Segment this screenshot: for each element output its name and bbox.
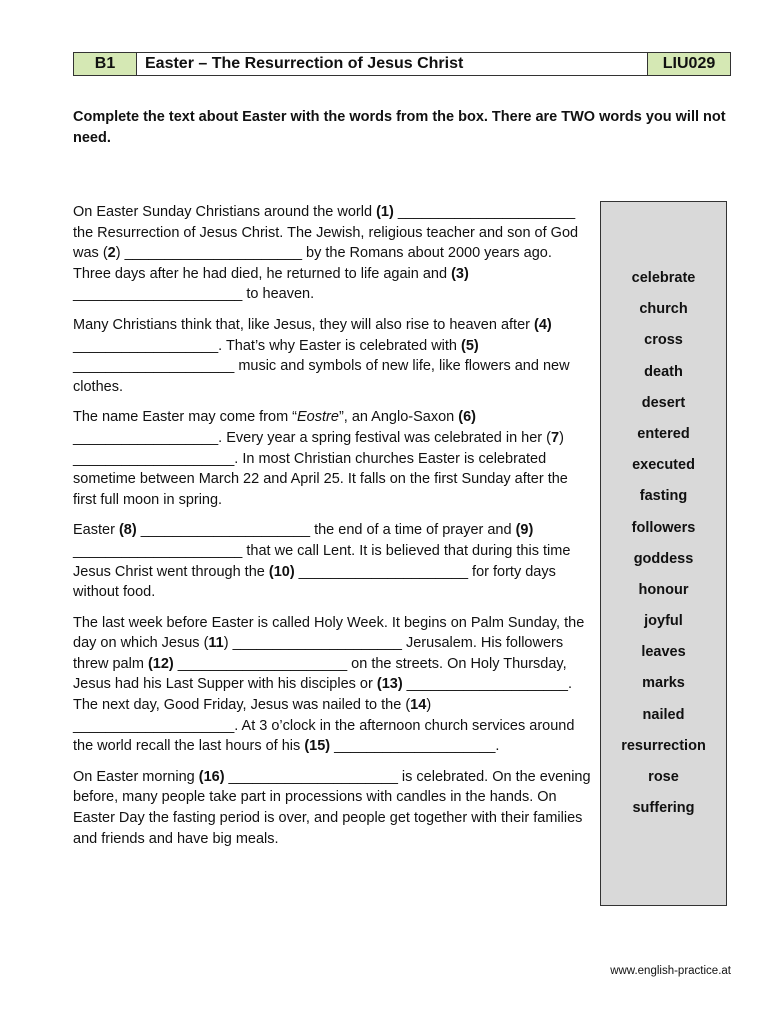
level-badge: B1 xyxy=(74,53,137,75)
gap-number: (6) xyxy=(458,409,476,426)
word-box-item: goddess xyxy=(633,550,694,567)
text-segment: _____________________ that we call Lent. It is believed that during this time Jesus Christ went through the xyxy=(73,542,571,580)
text-segment: On Easter Sunday Christians around the world xyxy=(73,204,377,220)
text-segment: _____________________ to heaven. xyxy=(73,286,315,303)
paragraph-4 xyxy=(73,520,593,602)
word-list xyxy=(601,266,726,827)
text-segment: ______________________ the Resurrection of Jesus Christ. The Jewish, religious teacher and son of God was ( xyxy=(73,204,579,262)
word-box-item: executed xyxy=(632,457,695,474)
italic-word: Eostre xyxy=(297,409,339,426)
text-segment: _____________________ is celebrated. On the evening before, many people take part in processions with candles in the hands. On Easter Day the fasting period is over, and people get together with their families and friends and have big meals. xyxy=(73,768,591,847)
instructions: Complete the text about Easter with the words from the box. There are TWO words you will not need. xyxy=(73,109,726,146)
gap-number: (3) xyxy=(451,265,469,282)
text-segment: Easter xyxy=(73,522,119,539)
text-segment: _____________________ on the streets. On Holy Thursday, Jesus had his Last Supper with his disciples or xyxy=(73,655,567,693)
gap-number: 7 xyxy=(551,429,560,446)
word-box-item: church xyxy=(639,301,688,318)
gap-fill-text xyxy=(73,202,593,859)
text-segment: On Easter morning xyxy=(73,768,199,785)
gap-number: 14 xyxy=(410,697,427,714)
text-segment: ”, an Anglo-Saxon xyxy=(338,409,459,426)
worksheet-header xyxy=(73,52,731,76)
text-segment: __________________. Every year a spring festival was celebrated in her ( xyxy=(73,429,551,446)
gap-number: (16) xyxy=(198,768,225,785)
text-segment: The last week before Easter is called Holy Week. It begins on Palm Sunday, the day on which Jesus ( xyxy=(73,614,585,652)
gap-number: (13) xyxy=(376,676,403,693)
word-box-item: followers xyxy=(631,519,696,536)
text-segment: ) ______________________ by the Romans about 2000 years ago. Three days after he had died, he returned to life again and xyxy=(73,245,552,282)
word-box-item: leaves xyxy=(641,644,686,661)
word-box-item: cross xyxy=(644,332,683,349)
word-box-item: suffering xyxy=(632,800,695,817)
text-segment: _____________________ the end of a time of prayer and xyxy=(136,522,516,539)
word-box xyxy=(600,201,727,906)
paragraph-6 xyxy=(73,767,593,849)
gap-number: (15) xyxy=(304,738,331,755)
gap-number: (9) xyxy=(515,522,534,539)
word-box-item: nailed xyxy=(642,706,685,723)
gap-number: (10) xyxy=(268,563,295,580)
word-box-item: honour xyxy=(638,581,689,598)
paragraph-5 xyxy=(73,613,593,757)
word-box-item: fasting xyxy=(639,488,688,505)
text-segment: _____________________ for forty days without food. xyxy=(73,563,556,601)
worksheet-code: LIU029 xyxy=(648,53,730,75)
gap-number: (12) xyxy=(147,655,174,672)
paragraph-2 xyxy=(73,315,593,397)
word-box-item: resurrection xyxy=(621,737,706,754)
word-box-item: celebrate xyxy=(631,270,696,286)
gap-number: (4) xyxy=(533,316,552,333)
gap-number: 11 xyxy=(208,635,224,652)
word-box-item: entered xyxy=(637,425,690,442)
text-segment: Many Christians think that, like Jesus, they will also rise to heaven after xyxy=(73,316,534,333)
text-segment: The name Easter may come from “ xyxy=(73,409,298,426)
word-box-item: desert xyxy=(641,394,686,411)
text-segment: ____________________. The next day, Good Friday, Jesus was nailed to the ( xyxy=(73,676,572,714)
gap-number: (1) xyxy=(376,204,394,220)
word-box-item: marks xyxy=(642,675,685,692)
word-box-item: joyful xyxy=(644,613,683,630)
text-segment: ) ____________________. In most Christian churches Easter is celebrated sometime between March 22 and April 25. It falls on the first Sunday after the first full moon in spring. xyxy=(73,429,568,508)
worksheet-title: Easter – The Resurrection of Jesus Christ xyxy=(137,53,648,75)
gap-number: 2 xyxy=(107,245,116,262)
text-segment: ) ____________________. At 3 o’clock in the afternoon church services around the world recall the last hours of his xyxy=(73,697,575,755)
footer-url: www.english-practice.at xyxy=(610,965,731,977)
paragraph-3 xyxy=(73,407,593,510)
text-segment: ____________________ music and symbols of new life, like flowers and new clothes. xyxy=(73,358,570,395)
gap-number: (5) xyxy=(461,337,479,354)
word-box-item: rose xyxy=(648,769,679,785)
text-segment: ____________________. xyxy=(330,738,500,755)
word-box-item: death xyxy=(644,363,683,380)
text-segment: __________________. That’s why Easter is celebrated with xyxy=(73,337,462,354)
paragraph-1 xyxy=(73,202,593,305)
gap-number: (8) xyxy=(118,522,137,539)
text-segment: ) _____________________ Jerusalem. His followers threw palm xyxy=(73,635,564,672)
